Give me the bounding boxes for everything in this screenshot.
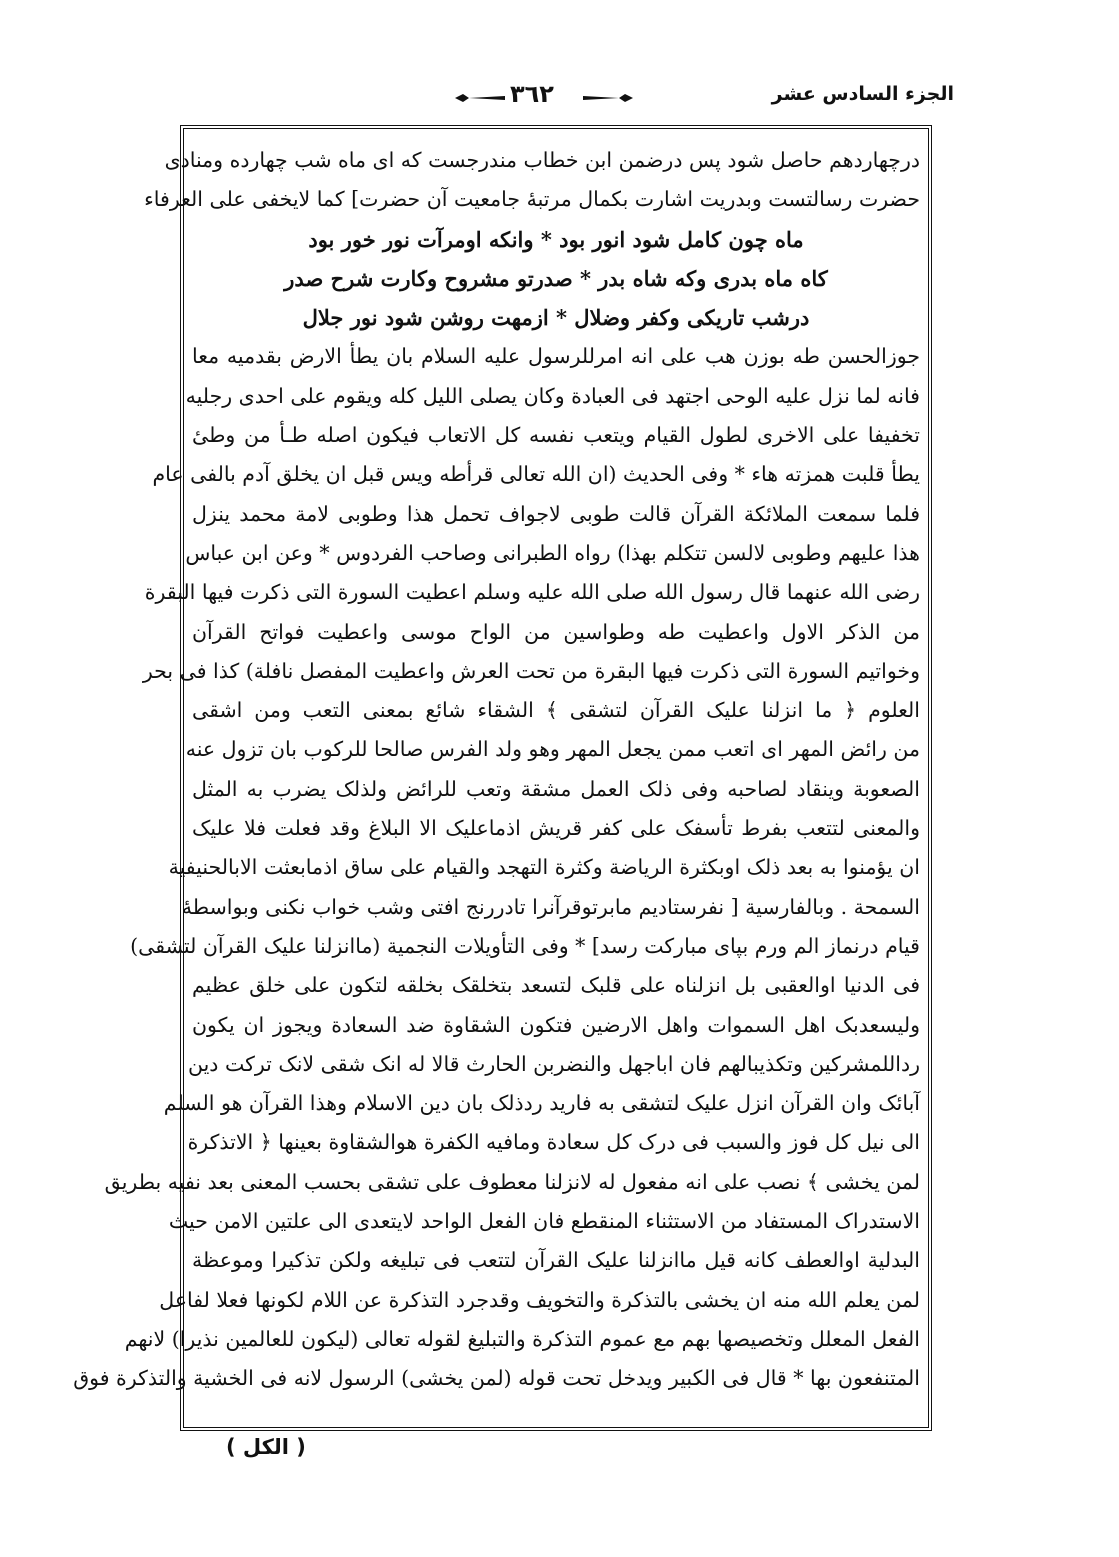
text-line: الصعوبة وینقاد لصاحبه وفی ذلک العمل مشقة وتعب للرائض ولذلک یضرب به المثل [192,776,920,801]
text-line: جوزالحسن طه بوزن هب علی انه امرللرسول علیه السلام بان یطأ الارض بقدمیه معا [192,344,920,369]
text-line: فلما سمعت الملائکة القرآن قالت طوبی لاجواف تحمل هذا وطوبی لامة محمد ینزل [192,501,920,526]
text-line: السمحة . وبالفارسیة [ نفرستادیم مابرتوقرآنرا تادررنج افتی وشب خواب نکنی وبواسطهٔ [181,894,920,919]
page-number: ٣٦٢ [510,80,554,108]
ornament-left-icon [455,93,505,103]
text-line: من رائض المهر ای اتعب ممن یجعل المهر وهو ولد الفرس صالحا للرکوب بان تزول عنه [185,737,920,762]
text-line: الفعل المعلل وتخصیصها بهم مع عموم التذکرة والتبلیغ لقوله تعالی (لیکون للعالمین نذیرا) لانهم [124,1326,920,1351]
text-line: لمن یعلم الله منه ان یخشی بالتذکرة والتخویف وقدجرد التذکرة عن اللام لکونها فعلا لفاعل [159,1287,920,1312]
text-line: قیام درنماز الم ورم بپای مبارکت رسد] * وفی التأویلات النجمیة (ماانزلنا علیک القرآن لتشقی) [130,933,920,958]
poem-verse: ماه چون کامل شود انور بود * وانکه اومرآت نور خور بود [308,226,804,252]
text-line: لمن یخشی ﴾ نصب علی انه مفعول له لانزلنا معطوف علی تشقی بحسب المعنی بعد نفیه بطریق [104,1169,920,1194]
text-line: المتنفعون بها * قال فی الکبیر ویدخل تحت قوله (لمن یخشی) الرسول لانه فی الخشیة والتذکرة فوق [73,1366,920,1391]
text-line: وخواتیم السورة التی ذکرت فیها البقرة من تحت العرش واعطیت المفصل نافلة) کذا فی بحر [142,658,920,683]
ornament-right-icon [583,93,633,103]
text-line: آبائک وان القرآن انزل علیک لتشقی به فارید ردذلک بان دین الاسلام وهذا القرآن هو السلم [163,1091,920,1116]
text-line: فانه لما نزل علیه الوحی اجتهد فی العبادة وکان یصلی اللیل کله ویقوم علی احدی رجلیه [185,383,920,408]
page-header [0,0,1119,125]
text-line: حضرت رسالتست وبدریت اشارت بکمال مرتبهٔ جامعیت آن حضرت] کما لایخفی علی العرفاء [144,187,920,212]
text-line: العلوم ﴿ ما انزلنا علیک القرآن لتشقی ﴾ الشقاء شائع بمعنی التعب ومن اشقی [192,698,920,723]
text-line: ولیسعدبک اهل السموات واهل الارضین فتکون الشقاوة ضد السعادة ویجوز ان یکون [192,1012,920,1037]
text-line: درچهاردهم حاصل شود پس درضمن ابن خطاب مندرجست که ای ماه شب چهارده ومنادی [164,148,920,172]
running-head: الجزء السادس عشر [771,83,954,105]
text-line: الی نیل کل فوز والسبب فی درک کل سعادة ومافیه الکفرة هوالشقاوة بعینها ﴿ الاتذکرة [187,1130,920,1155]
poem-verse: درشب تاریکی وکفر وضلال * ازمهت روشن شود نور جلال [302,305,810,331]
text-line: تخفیفا علی الاخری لطول القیام ویتعب نفسه کل الاتعاب فیکون اصله طـأ من وطیٔ [192,423,920,448]
poem-verse: کاه ماه بدری وکه شاه بدر * صدرتو مشروح وکارت شرح صدر [284,265,828,291]
text-line: رداللمشرکین وتکذیبالهم فان اباجهل والنضربن الحارث قالا له انک شقی لانک ترکت دین [187,1051,920,1076]
text-line: البدلیة اوالعطف کانه قیل ماانزلنا علیک القرآن لتتعب فی تبلیغه ولکن تذکیرا وموعظة [192,1248,920,1273]
text-line: من الذکر الاول واعطیت طه وطواسین من الواح موسی واعطیت فواتح القرآن [192,619,920,644]
text-line: الاستدراک المستفاد من الاستثناء المنقطع فان الفعل الواحد لایتعدی الی علتین الامن حیث [168,1209,920,1234]
text-line: والمعنی لتتعب بفرط تأسفک علی کفر قریش اذماعلیک الا البلاغ وقد فعلت فلا علیک [192,816,920,841]
text-line: ان یؤمنوا به بعد ذلک اوبکثرة الریاضة وکثرة التهجد والقیام علی ساق اذمابعثت الابالحنیفیة [168,855,920,880]
body-text [73,141,920,1419]
text-line: فی الدنیا اوالعقبی بل انزلناه علی قلبک لتسعد بتخلقک بخلقه لتکون علی خلق عظیم [192,973,920,998]
text-line: رضی الله عنهما قال رسول الله صلی الله علیه وسلم اعطیت السورة التی ذکرت فیها البقرة [144,580,920,605]
text-line: یطأ قلبت همزته هاء * وفی الحدیث (ان الله تعالی قرأطه ویس قبل ان یخلق آدم بالفی عام [152,462,920,487]
text-frame [73,125,932,1431]
text-line: هذا علیهم وطوبی لالسن تتکلم بهذا) رواه الطبرانی وصاحب الفردوس * وعن ابن عباس [185,540,920,565]
catchword: ( الکل ) [226,1435,306,1459]
